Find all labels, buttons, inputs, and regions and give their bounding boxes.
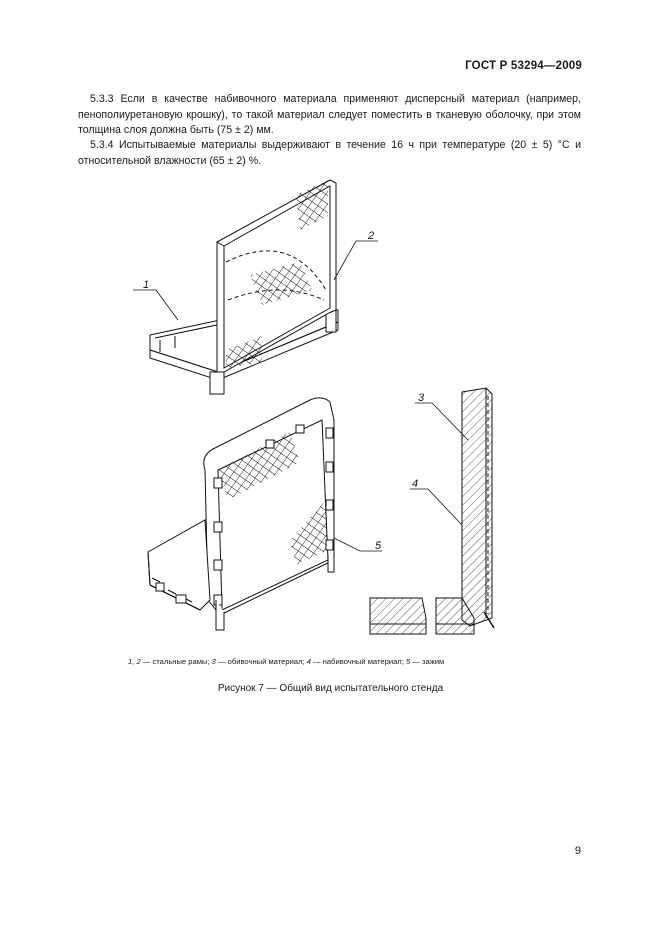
legend-text-filling: — набивочный материал; bbox=[310, 657, 406, 666]
document-header: ГОСТ Р 53294—2009 bbox=[465, 60, 582, 72]
legend-text-clamp: — зажим bbox=[410, 657, 445, 666]
lower-frame-assembly bbox=[148, 398, 334, 630]
legend-text-frames: — стальные рамы; bbox=[140, 657, 212, 666]
upper-frame-assembly bbox=[150, 180, 338, 394]
callout-4: 4 bbox=[412, 478, 419, 490]
paragraph-text: 5.3.3 Если в качестве набивочного материала применяют дисперсный материал (например, пенополиуретановую крошку), то такой материал следует поместить в тканевую оболочку, при этом толщина слоя должна быть (75 ± 2) мм. bbox=[78, 93, 581, 137]
legend-key-filling: 4 bbox=[306, 657, 311, 666]
callout-3: 3 bbox=[418, 392, 425, 404]
callout-1: 1 bbox=[143, 279, 150, 291]
figure-legend bbox=[128, 657, 444, 666]
callout-5: 5 bbox=[375, 540, 382, 552]
figure-caption: Рисунок 7 — Общий вид испытательного стенда bbox=[217, 683, 444, 694]
paragraph-5-3-3 bbox=[78, 92, 581, 139]
legend-text-upholstery: — обивочный материал; bbox=[215, 657, 307, 666]
cross-section-detail bbox=[370, 388, 494, 634]
legend-key-clamp: 5 bbox=[405, 657, 411, 666]
paragraph-text: 5.3.4 Испытываемые материалы выдерживают в течение 16 ч при температуре (20 ± 5) °С и относительной влажности (65 ± 2) %. bbox=[78, 139, 581, 167]
page-number: 9 bbox=[574, 845, 581, 857]
test-stand-figure bbox=[120, 168, 540, 648]
legend-key-frames: 1, 2 bbox=[128, 657, 141, 666]
legend-key-upholstery: 3 bbox=[211, 657, 216, 666]
paragraph-5-3-4 bbox=[78, 138, 581, 169]
callout-2: 2 bbox=[368, 230, 375, 242]
